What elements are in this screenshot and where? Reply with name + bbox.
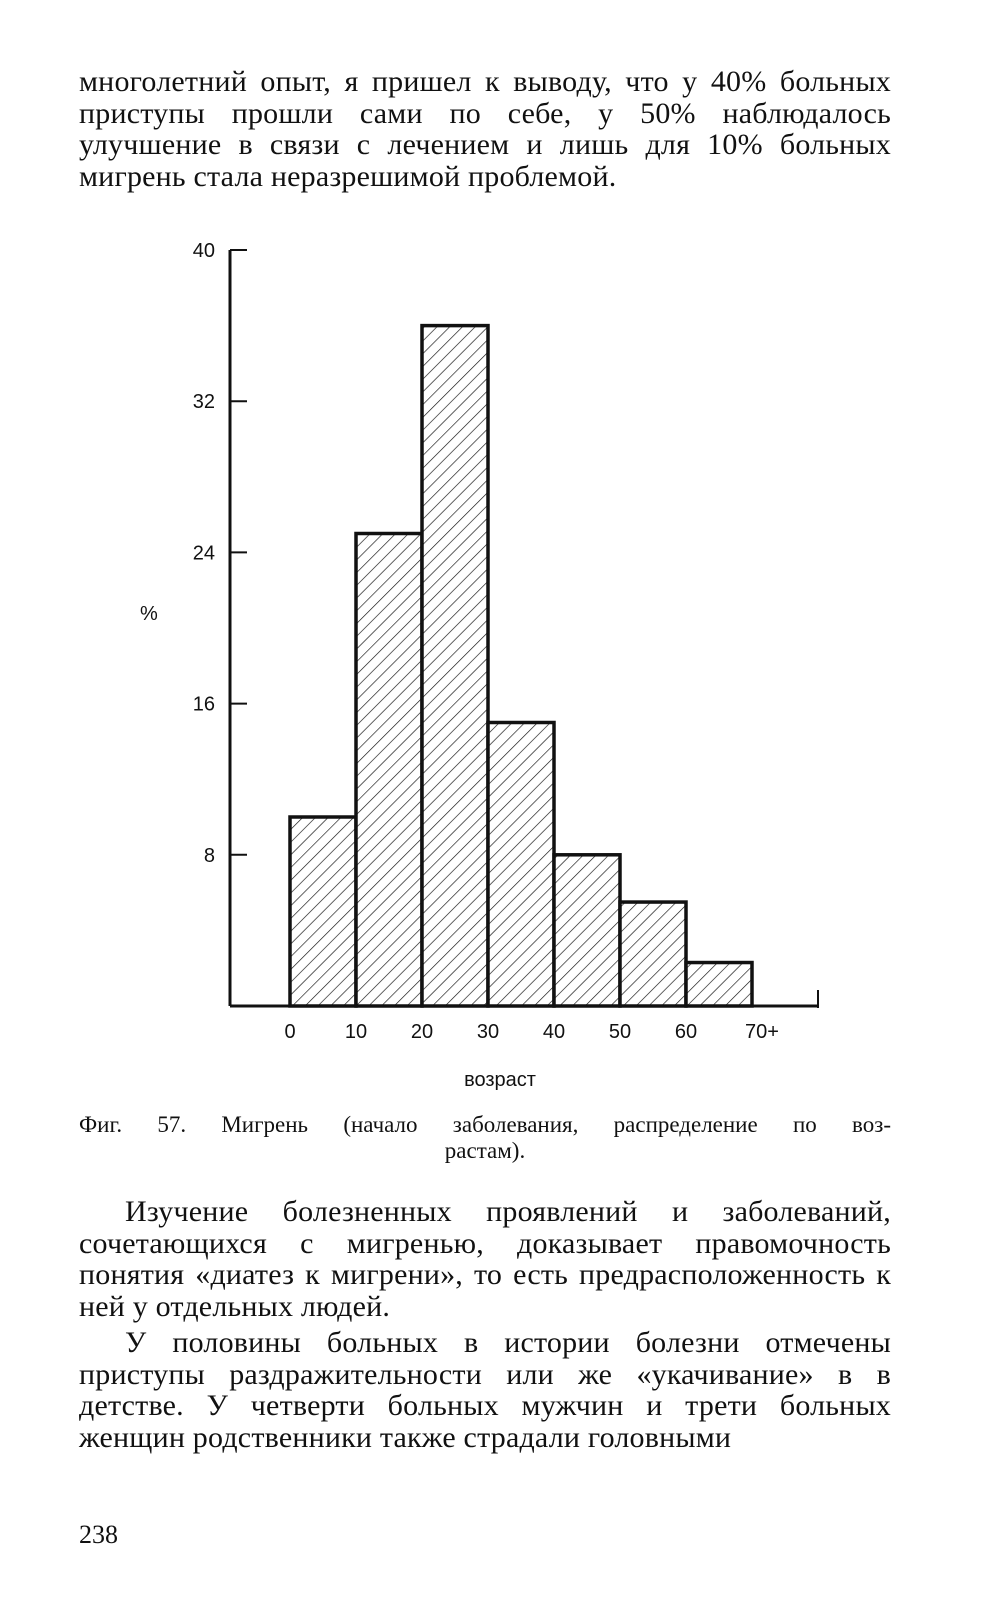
- x-tick-label-5: 50: [608, 1021, 632, 1043]
- y-tick-label-32: 32: [192, 391, 215, 414]
- x-tick-label-3: 30: [476, 1021, 500, 1043]
- x-tick-label-0: 0: [284, 1021, 296, 1043]
- x-tick-label-1: 10: [344, 1021, 368, 1043]
- histogram-figure: [120, 236, 840, 1111]
- body-text-paragraph-2: У половины больных в истории болезни отмечены приступы раздражительности или же «укачивание» в в детстве. У четверти больных мужчин и трети больных женщин родственники также страдали головными: [79, 1326, 891, 1454]
- x-tick-label-6: 60: [674, 1021, 698, 1043]
- body-text-paragraph-1: Изучение болезненных проявлений и заболеваний, сочетающихся с мигренью, доказывает правомочность понятия «диатез к мигрени», то есть предрасположенность к ней у отдельных людей.: [79, 1195, 891, 1323]
- y-tick-label-40: 40: [192, 240, 215, 262]
- figure-caption: [79, 1112, 891, 1164]
- histogram-bar-30-40: [488, 723, 554, 1007]
- histogram-bar-40-50: [554, 855, 620, 1006]
- histogram-bar-10-20: [356, 534, 422, 1007]
- histogram-bar-20-30: [422, 326, 488, 1006]
- body-text-top: многолетний опыт, я пришел к выводу, что у 40% больных приступы прошли сами по себе, у 50% наблюдалось улучшение в связи с лечением и лишь для 10% больных мигрень стала неразрешимой проблемой.: [79, 65, 891, 193]
- histogram-bar-0-10: [290, 817, 356, 1006]
- y-tick-label-24: 24: [192, 542, 215, 565]
- x-tick-label-4: 40: [542, 1021, 566, 1043]
- x-tick-label-2: 20: [410, 1021, 434, 1043]
- y-tick-label-8: 8: [203, 844, 215, 867]
- histogram-bar-50-60: [620, 902, 686, 1006]
- y-axis-label: %: [140, 603, 158, 625]
- histogram-bar-60-70: [686, 963, 752, 1006]
- x-tick-label-7: 70+: [745, 1021, 779, 1043]
- x-axis-label: возраст: [464, 1069, 536, 1091]
- page-number: 238: [79, 1520, 118, 1549]
- caption-line-2: растам).: [444, 1138, 526, 1163]
- y-tick-label-16: 16: [192, 693, 215, 716]
- caption-line-1: Фиг. 57. Мигрень (начало заболевания, распределение по воз-: [79, 1112, 891, 1137]
- age-distribution-chart: [120, 236, 840, 1106]
